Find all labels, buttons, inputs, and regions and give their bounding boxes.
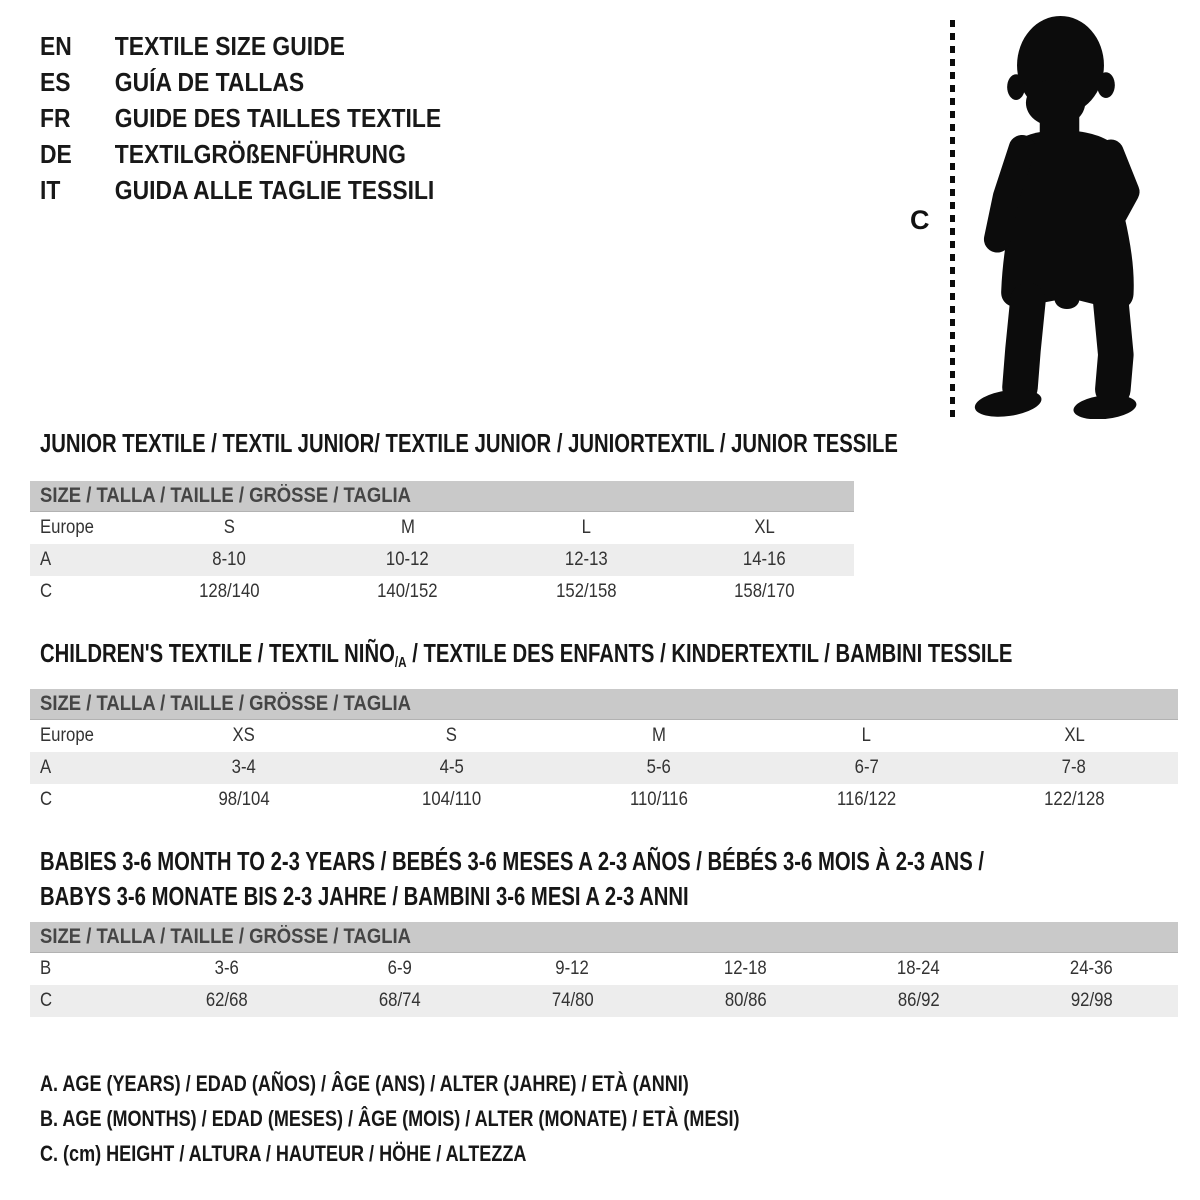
value-cell: 24-36 <box>1070 958 1113 979</box>
baby-silhouette-icon <box>963 14 1158 419</box>
junior-section-title: JUNIOR TEXTILE / TEXTIL JUNIOR/ TEXTILE JUNIOR / JUNIORTEXTIL / JUNIOR TESSILE <box>40 428 898 458</box>
table-row-age-months <box>30 953 1178 985</box>
row-label-cell: A <box>40 757 52 778</box>
language-row-it <box>40 172 441 208</box>
value-cell: 6-9 <box>387 958 412 979</box>
language-code: EN <box>40 30 72 61</box>
children-size-table <box>30 689 1178 816</box>
value-cell: 14-16 <box>743 549 787 570</box>
babies-title-line1: BABIES 3-6 MONTH TO 2-3 YEARS / BEBÉS 3-6 MESES A 2-3 AÑOS / BÉBÉS 3-6 MOIS À 2-3 ANS / <box>40 846 984 876</box>
value-cell: 158/170 <box>734 581 795 602</box>
table-header-bar: SIZE / TALLA / TAILLE / GRÖSSE / TAGLIA <box>30 922 1178 953</box>
size-cell: XL <box>754 517 775 538</box>
language-code: FR <box>40 102 71 133</box>
row-label-cell: C <box>40 789 53 810</box>
table-header-bar: SIZE / TALLA / TAILLE / GRÖSSE / TAGLIA <box>30 481 854 512</box>
size-cell: L <box>581 517 591 538</box>
value-cell: 74/80 <box>551 990 594 1011</box>
size-cell: L <box>861 725 872 746</box>
table-row-height-cm <box>30 576 854 608</box>
language-code: ES <box>40 66 71 97</box>
babies-section-title <box>40 844 1200 914</box>
value-cell: 12-18 <box>724 958 767 979</box>
value-cell: 3-4 <box>231 757 256 778</box>
nino-a-subscript: /A <box>394 654 407 671</box>
babies-title-line2: BABYS 3-6 MONATE BIS 2-3 JAHRE / BAMBINI 3-6 MESI A 2-3 ANNI <box>40 881 689 911</box>
legend-line-a: A. AGE (YEARS) / EDAD (AÑOS) / ÂGE (ANS) / ALTER (JAHRE) / ETÀ (ANNI) <box>40 1070 689 1096</box>
value-cell: 104/110 <box>421 789 481 810</box>
value-cell: 9-12 <box>555 958 590 979</box>
table-header-bar: SIZE / TALLA / TAILLE / GRÖSSE / TAGLIA <box>30 689 1178 720</box>
children-section-title: CHILDREN'S TEXTILE / TEXTIL NIÑO/A / TEXTILE DES ENFANTS / KINDERTEXTIL / BAMBINI TESSILE <box>40 638 1013 671</box>
size-cell: XS <box>232 725 255 746</box>
size-cell: XL <box>1063 725 1085 746</box>
value-cell: 18-24 <box>897 958 940 979</box>
language-row-en <box>40 28 441 64</box>
junior-size-table <box>30 481 854 608</box>
language-guide-list <box>40 28 496 208</box>
value-cell: 5-6 <box>646 757 672 778</box>
value-cell: 62/68 <box>205 990 248 1011</box>
value-cell: 12-13 <box>564 549 608 570</box>
language-label: TEXTILE SIZE GUIDE <box>114 30 345 61</box>
row-label-cell: Europe <box>40 517 94 538</box>
table-row-europe <box>30 512 854 544</box>
language-label: GUIDA ALLE TAGLIE TESSILI <box>114 174 435 205</box>
value-cell: 140/152 <box>377 581 438 602</box>
legend-line-b: B. AGE (MONTHS) / EDAD (MESES) / ÂGE (MOIS) / ALTER (MONATE) / ETÀ (MESI) <box>40 1105 740 1131</box>
babies-size-table <box>30 922 1178 1017</box>
size-cell: M <box>652 725 666 746</box>
baby-figure <box>905 12 1190 427</box>
row-label-cell: C <box>40 990 53 1011</box>
table-row-age-years <box>30 752 1178 784</box>
language-label: TEXTILGRÖßENFÜHRUNG <box>114 138 406 169</box>
value-cell: 122/128 <box>1043 789 1105 810</box>
legend-line-c: C. (cm) HEIGHT / ALTURA / HAUTEUR / HÖHE / ALTEZZA <box>40 1140 527 1166</box>
value-cell: 68/74 <box>378 990 421 1011</box>
value-cell: 3-6 <box>214 958 239 979</box>
language-row-de <box>40 136 441 172</box>
value-cell: 7-8 <box>1062 757 1087 778</box>
value-cell: 4-5 <box>439 757 464 778</box>
value-cell: 152/158 <box>556 581 617 602</box>
size-cell: S <box>445 725 457 746</box>
legend <box>40 1066 893 1171</box>
row-label-cell: C <box>40 581 53 602</box>
value-cell: 10-12 <box>386 549 430 570</box>
height-measure-line <box>950 20 955 420</box>
table-row-age-years <box>30 544 854 576</box>
table-row-europe <box>30 720 1178 752</box>
language-code: DE <box>40 138 72 169</box>
value-cell: 86/92 <box>897 990 940 1011</box>
size-cell: M <box>400 517 415 538</box>
language-code: IT <box>40 174 61 205</box>
table-row-height-cm <box>30 784 1178 816</box>
value-cell: 110/116 <box>629 789 688 810</box>
value-cell: 92/98 <box>1070 990 1113 1011</box>
height-measure-label: C <box>910 205 930 235</box>
value-cell: 6-7 <box>854 757 879 778</box>
row-label-cell: B <box>40 958 52 979</box>
language-label: GUIDE DES TAILLES TEXTILE <box>114 102 442 133</box>
row-label-cell: Europe <box>40 725 94 746</box>
language-label: GUÍA DE TALLAS <box>114 66 305 97</box>
value-cell: 98/104 <box>218 789 270 810</box>
language-row-es <box>40 64 441 100</box>
row-label-cell: A <box>40 549 52 570</box>
value-cell: 128/140 <box>199 581 260 602</box>
size-cell: S <box>223 517 235 538</box>
value-cell: 80/86 <box>724 990 767 1011</box>
table-row-height-cm <box>30 985 1178 1017</box>
value-cell: 116/122 <box>836 789 897 810</box>
value-cell: 8-10 <box>212 549 246 570</box>
language-row-fr <box>40 100 441 136</box>
